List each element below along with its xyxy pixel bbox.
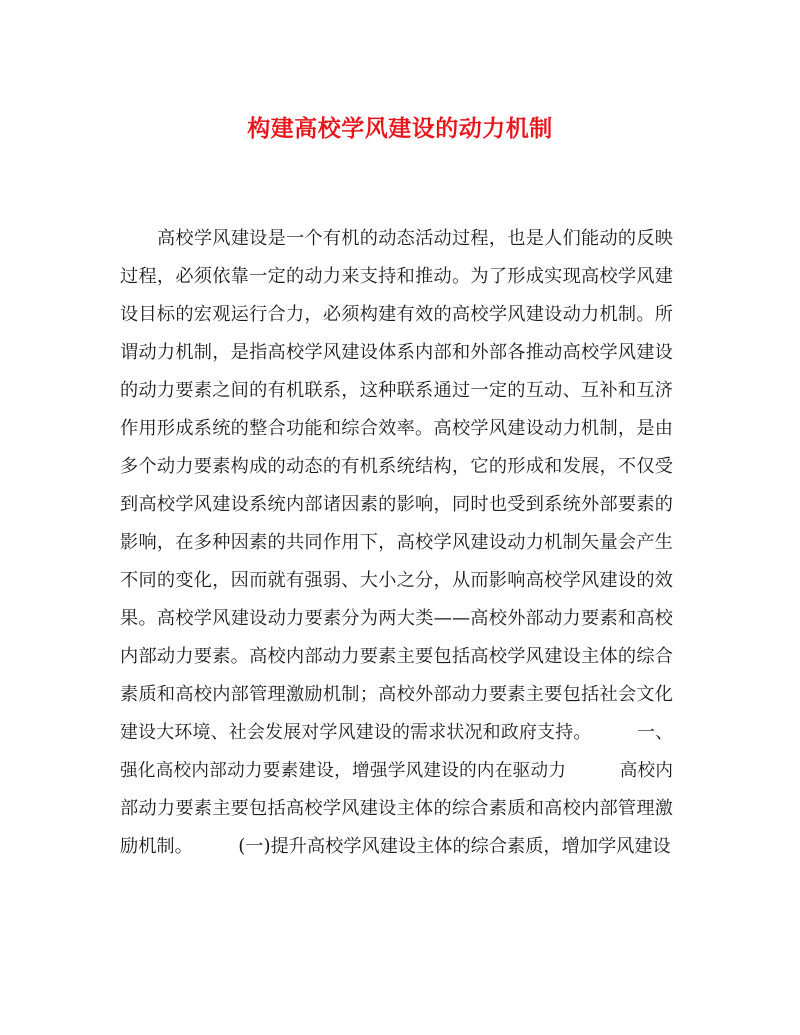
document-title: 构建高校学风建设的动力机制 [247,115,553,142]
body-line: 高校学风建设是一个有机的动态活动过程，也是人们能动的反映 [157,228,673,249]
body-line: 强化高校内部动力要素建设，增强学风建设的内在驱动力 高校内 [120,761,673,781]
body-line: 不同的变化，因而就有强弱、大小之分，从而影响高校学风建设的效 [120,570,673,591]
body-line: 建设大环境、社会发展对学风建设的需求状况和政府支持。 一、 [120,722,673,743]
body-line: 影响，在多种因素的共同作用下，高校学风建设动力机制矢量会产生 [120,532,673,553]
body-line: 素质和高校内部管理激励机制；高校外部动力要素主要包括社会文化 [120,684,673,705]
body-line: 谓动力机制，是指高校学风建设体系内部和外部各推动高校学风建设 [120,342,673,363]
body-line: 过程，必须依靠一定的动力来支持和推动。为了形成实现高校学风建 [120,266,673,287]
body-line: 多个动力要素构成的动态的有机系统结构，它的形成和发展，不仅受 [120,456,673,477]
body-line: 到高校学风建设系统内部诸因素的影响，同时也受到系统外部要素的 [120,494,673,515]
body-line: 果。高校学风建设动力要素分为两大类——高校外部动力要素和高校 [120,608,673,629]
body-line: 的动力要素之间的有机联系，这种联系通过一定的互动、互补和互济 [120,380,673,401]
document-body [120,220,673,866]
body-line: 励机制。 (一)提升高校学风建设主体的综合素质，增加学风建设 [120,836,671,857]
body-line: 部动力要素主要包括高校学风建设主体的综合素质和高校内部管理激 [120,798,673,819]
body-line: 作用形成系统的整合功能和综合效率。高校学风建设动力机制，是由 [120,418,673,439]
body-line: 内部动力要素。高校内部动力要素主要包括高校学风建设主体的综合 [120,646,673,667]
body-line: 设目标的宏观运行合力，必须构建有效的高校学风建设动力机制。所 [120,304,673,325]
